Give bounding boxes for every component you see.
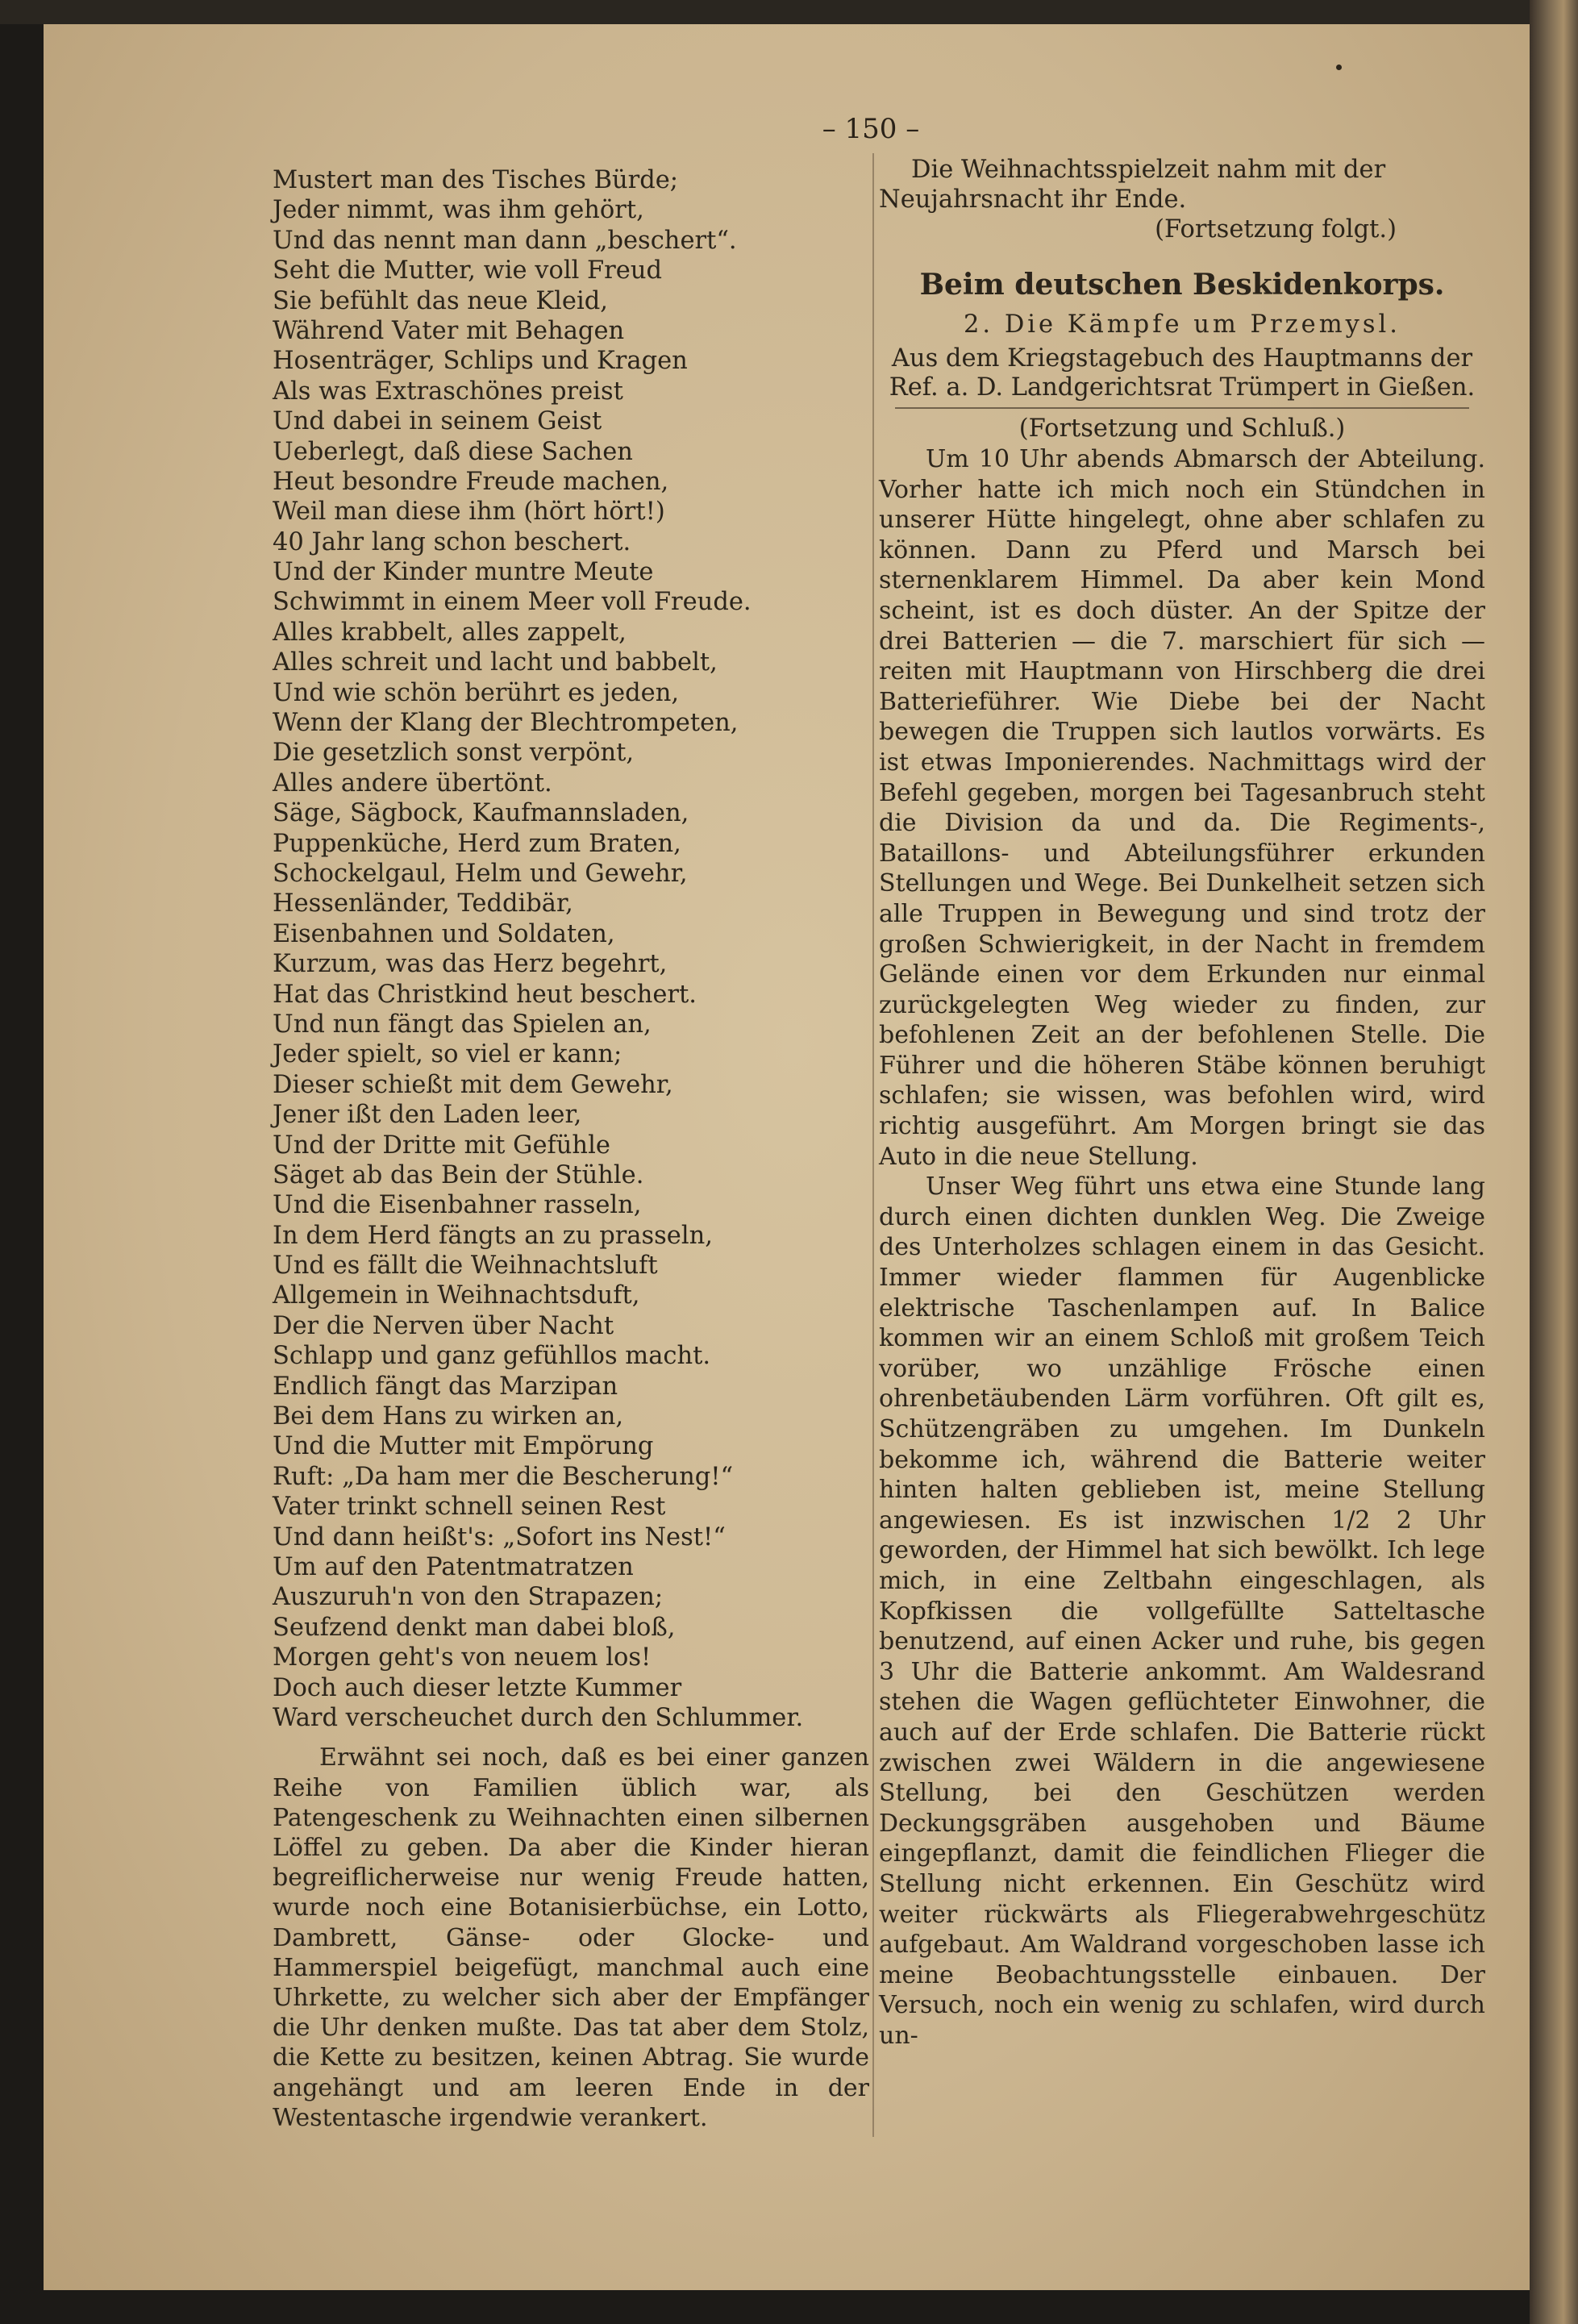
article-byline: Aus dem Kriegstagebuch des Hauptmanns der Ref. a. D. Landgerichtsrat Trümpert in Gießen. (889, 344, 1476, 402)
poem-line: Weil man diese ihm (hört hört!) (273, 498, 665, 527)
poem-line: Morgen geht's von neuem los! (273, 1643, 652, 1672)
poem-line: Seht die Mutter, wie voll Freud (273, 256, 662, 285)
poem-line: Doch auch dieser letzte Kummer (273, 1673, 682, 1702)
opening-lines (879, 155, 1485, 214)
poem-line: Säget ab das Bein der Stühle. (273, 1160, 644, 1189)
poem-line: Und der Kinder muntre Meute (273, 558, 654, 587)
poem-line: Hat das Christkind heut beschert. (273, 980, 697, 1009)
poem-line: Und wie schön berührt es jeden, (273, 678, 680, 707)
left-column (273, 165, 869, 2133)
poem-line: Und dann heißt's: „Sofort ins Nest!“ (273, 1522, 726, 1551)
poem-line: 40 Jahr lang schon beschert. (273, 527, 631, 556)
poem-line: Säge, Sägbock, Kaufmannsladen, (273, 799, 689, 828)
poem-line: Der die Nerven über Nacht (273, 1311, 614, 1340)
poem-line: Als was Extraschönes preist (273, 377, 623, 406)
poem-line: Dieser schießt mit dem Gewehr, (273, 1070, 673, 1099)
continuation-note: (Fortsetzung und Schluß.) (1018, 414, 1346, 443)
poem-line: Und die Eisenbahner rasseln, (273, 1191, 642, 1220)
poem-line: Und es fällt die Weihnachtsluft (273, 1252, 658, 1281)
poem-line: Endlich fängt das Marzipan (273, 1372, 618, 1401)
poem-line: Auszuruh'n von den Strapazen; (273, 1583, 664, 1612)
continued-note: (Fortsetzung folgt.) (1155, 215, 1397, 244)
separator-rule (895, 407, 1469, 409)
opening-line: Die Weihnachtsspielzeit nahm mit der (911, 156, 1386, 184)
poem-line: Ward verscheuchet durch den Schlummer. (273, 1703, 804, 1732)
right-column (879, 155, 1485, 2051)
poem-line: Puppenküche, Herd zum Braten, (273, 829, 681, 858)
poem-line: Jener ißt den Laden leer, (273, 1101, 582, 1130)
poem-line: In dem Herd fängts an zu prasseln, (273, 1221, 713, 1250)
poem-line: Jeder nimmt, was ihm gehört, (273, 196, 644, 225)
poem-line: Schlapp und ganz gefühllos macht. (273, 1342, 711, 1371)
poem-line: Alles schreit und lacht und babbelt, (273, 648, 718, 677)
poem-line: Heut besondre Freude machen, (273, 467, 669, 496)
poem-line: Allgemein in Weihnachtsduft, (273, 1281, 640, 1310)
page-number: – 150 – (822, 113, 920, 145)
article-paragraph: Um 10 Uhr abends Abmarsch der Abteilung. Vorher hatte ich mich noch ein Stündchen in unserer Hütte hingelegt, ohne aber schlafen zu können. Dann zu Pferd und Marsch bei sternenklarem Himmel. Da aber kein Mond scheint, ist es doch düster. An der Spitze der drei Batterien — die 7. marschiert für sich — reiten mit Hauptmann von Hirschberg die drei Batterieführer. Wie Diebe bei der Nacht bewegen die Truppen sich lautlos vorwärts. Es ist etwas Imponierendes. Nachmittags wird der Befehl gegeben, morgen bei Tagesanbruch steht die Division da und da. Die Regiments-, Bataillons- und Abteilungsführer erkunden Stellungen und Wege. Bei Dunkelheit setzen sich alle Truppen in Bewegung und sind trotz der großen Schwierigkeit, in der Nacht in fremdem Gelände einen vor dem Erkunden nur einmal zurückgelegten Weg wieder zu finden, zur befohlenen Zeit an der befohlenen Stelle. Die Führer und die höheren Stäbe können beruhigt schlafen; sie wissen, was befohlen wird, wird richtig ausgeführt. Am Morgen bringt sie das Auto in die neue Stellung. (879, 445, 1485, 1171)
poem-line: Hessenländer, Teddibär, (273, 889, 573, 918)
poem-line: Und dabei in seinem Geist (273, 407, 602, 436)
poem-line: Hosenträger, Schlips und Kragen (273, 347, 688, 376)
poem-line: Bei dem Hans zu wirken an, (273, 1402, 624, 1431)
poem-line: Und die Mutter mit Empörung (273, 1432, 654, 1461)
poem-line: Seufzend denkt man dabei bloß, (273, 1613, 676, 1642)
poem-line: Schockelgaul, Helm und Gewehr, (273, 859, 688, 888)
poem-line: Und der Dritte mit Gefühle (273, 1131, 610, 1160)
article-paragraph: Unser Weg führt uns etwa eine Stunde lang durch einen dichten dunklen Weg. Die Zweige des Unterholzes schlagen einem in das Gesicht. Immer wieder flammen für Augenblicke elektrische Taschenlampen auf. In Balice kommen wir an einem Schloß mit großem Teich vorüber, wo unzählige Frösche einen ohrenbetäubenden Lärm vorführen. Oft gilt es, Schützengräben zu umgehen. Im Dunkeln bekomme ich, während die Batterie weiter hinten halten geblieben ist, meine Stellung angewiesen. Es ist inzwischen 1/2 2 Uhr geworden, der Himmel hat sich bewölkt. Ich lege mich, in eine Zeltbahn eingeschlagen, als Kopfkissen die vollgefüllte Satteltasche benutzend, auf einen Acker und ruhe, bis gegen 3 Uhr die Batterie ankommt. Am Waldesrand stehen die Wagen geflüchteter Einwohner, die auch auf der Erde schlafen. Die Batterie rückt zwischen zwei Wäldern in die angewiesene Stellung, bei den Geschützen werden Deckungsgräben ausgehoben und Bäume eingepflanzt, damit die feindlichen Flieger die Stellung nicht erkennen. Ein Geschütz wird weiter rückwärts als Fliegerabwehrgeschütz aufgebaut. Am Waldrand vorgeschoben lasse ich meine Beobachtungsstelle einbauen. Der Versuch, noch ein wenig zu schlafen, wird durch un- (879, 1172, 1485, 2050)
opening-line: Neujahrsnacht ihr Ende. (879, 185, 1187, 214)
poem-line: Und das nennt man dann „beschert“. (273, 226, 737, 255)
poem-line: Eisenbahnen und Soldaten, (273, 919, 615, 948)
poem-line: Ruft: „Da ham mer die Bescherung!“ (273, 1462, 734, 1491)
poem-line: Alles andere übertönt. (273, 768, 552, 798)
poem-line: Um auf den Patentmatratzen (273, 1552, 634, 1581)
top-edge (0, 0, 1578, 24)
poem-line: Und nun fängt das Spielen an, (273, 1010, 652, 1039)
poem-line: Die gesetzlich sonst verpönt, (273, 739, 635, 768)
article-headline: Beim deutschen Beskidenkorps. (919, 268, 1445, 302)
column-divider (872, 153, 874, 2137)
poem-line: Vater trinkt schnell seinen Rest (273, 1493, 666, 1522)
poem-line: Wenn der Klang der Blechtrompeten, (273, 709, 739, 738)
poem-line: Während Vater mit Behagen (273, 316, 625, 345)
left-prose-paragraph: Erwähnt sei noch, daß es bei einer ganzen Reihe von Familien üblich war, als Patengeschenk zu Weihnachten einen silbernen Löffel zu geben. Da aber die Kinder hieran begreiflicherweise nur wenig Freude hatten, wurde noch eine Botanisierbüchse, ein Lotto, Dambrett, Gänse- oder Glocke- und Hammerspiel beigefügt, manchmal auch eine Uhrkette, zu welcher sich aber der Empfänger die Uhr denken mußte. Das tat aber dem Stolz, die Kette zu besitzen, keinen Abtrag. Sie wurde angehängt und am leeren Ende in der Westentasche irgendwie verankert. (273, 1743, 869, 2132)
poem-line: Jeder spielt, so viel er kann; (273, 1040, 622, 1069)
article-subheading: 2. Die Kämpfe um Przemysl. (964, 310, 1401, 339)
poem-line: Alles krabbelt, alles zappelt, (273, 618, 627, 647)
poem-line: Kurzum, was das Herz begehrt, (273, 950, 668, 979)
book-binding (1530, 0, 1578, 2324)
poem-verse (273, 165, 869, 1733)
poem-line: Schwimmt in einem Meer voll Freude. (273, 588, 752, 617)
poem-line: Mustert man des Tisches Bürde; (273, 166, 679, 194)
ink-dot (1336, 65, 1342, 70)
poem-line: Sie befühlt das neue Kleid, (273, 286, 608, 315)
poem-line: Ueberlegt, daß diese Sachen (273, 437, 633, 466)
